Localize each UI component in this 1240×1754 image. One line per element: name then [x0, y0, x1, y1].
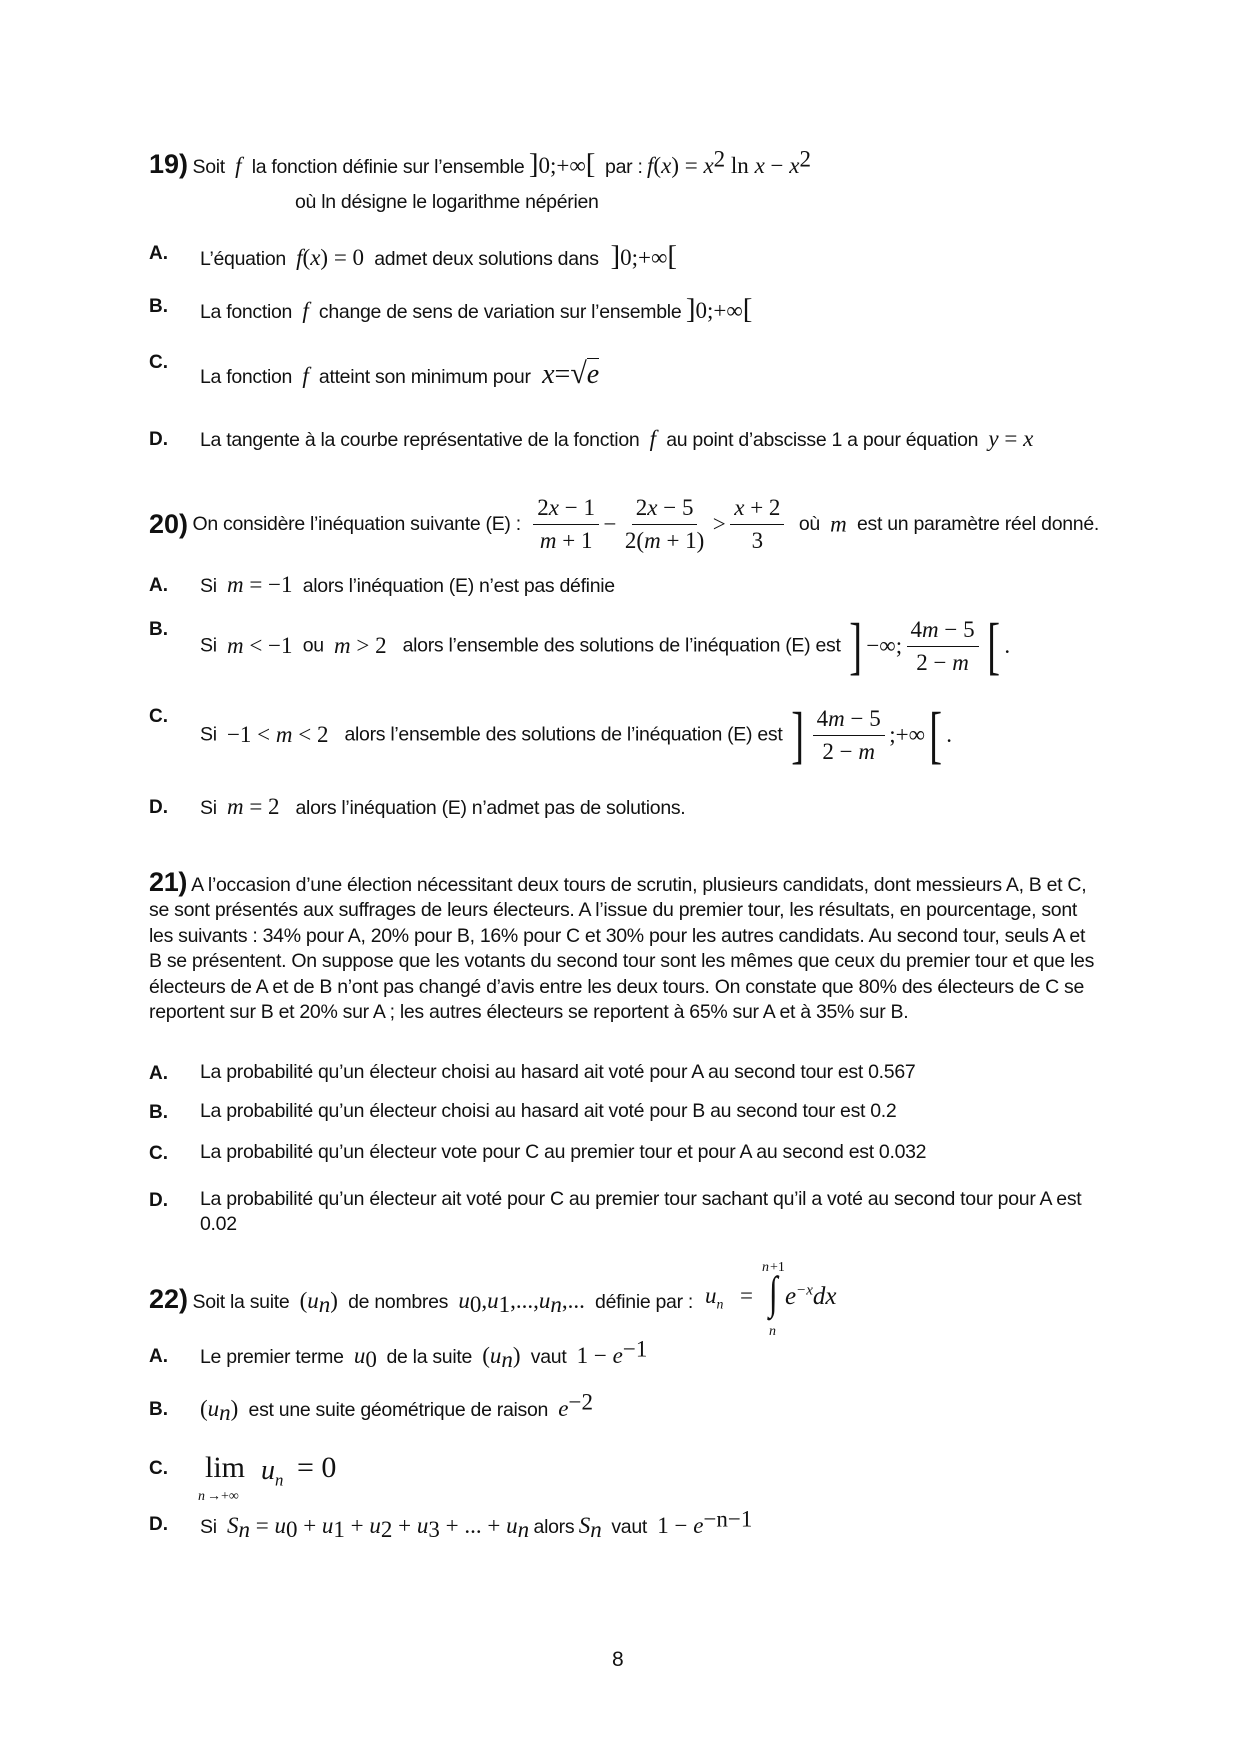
option-label: C. — [149, 1458, 168, 1479]
option-label: D. — [149, 429, 168, 450]
option-label: B. — [149, 296, 168, 317]
option-label: B. — [149, 619, 168, 640]
q20-option-c[interactable]: Si −1 < m < 2 alors l’ensemble des solutions de l’inéquation (E) est ] $\frac{4m - 5}{2 - m}$ ;+∞[ . — [200, 699, 953, 770]
page-number: 8 — [612, 1648, 624, 1671]
option-label: C. — [149, 352, 168, 373]
option-label: A. — [149, 575, 168, 596]
question-20-stem: 20) On considère l’inéquation suivante (E) : $\frac{2x - 1}{m + 1}$ − $\frac{2x - 5}{2(m + 1)}$ > $\frac{x + 2}{3}$ où m est un paramètre réel donné. — [149, 495, 1100, 553]
exam-page: 19) Soit f la fonction définie sur l’ensemble ]0;+∞[ par : $f(x) = x^2$ $\ln x - x^2$ où ln désigne le logarithme népérien A. L’équation f(x) = 0 admet deux solutions dans ]0;+∞[ B. La fonction f change de sens de variation sur l’ensemble ]0;+∞[ C. La fonction f atteint son minimum pour x=√e D. La tangente à la courbe représentative de la fonction f au point d’abscisse 1 a pour équation y = x 20) On considère l’inéquation suivante (E) : $\frac{2x - 1}{m + 1}$ − $\frac{2x - 5}{2(m + 1)}$ > $\frac{x + 2}{3}$ où m est un paramètre réel donné. A. Si m = −1 alors l’inéquation (E) n’est pas définie B. Si m < −1 ou m > 2 alors l’ensemble des solutions de l’inéquation (E) est ] −∞; $\frac{4m - 5}{2 - m}$ [ . C. Si −1 < m < 2 alors l’ensemble des solutions de l’inéquation (E) est ] $\frac{4m - 5}{2 - m}$ ;+∞[ . D. Si m = 2 alors l’inéquation (E) n’admet pas de solutions. 21) A l’occasion d’une élection nécessitant deux tours de scrutin, plusieurs candidats, dont messieurs A, B et C, se sont présentés aux suffrages de leurs électeurs. A l’issue du premier tour, les résultats, en pourcentage, sont les suivants : 34% pour A, 20% pour B, 16% pour C et 30% pour les autres candidats. Au second tour, seuls A et B se présentent. On suppose que les votants du second tour sont les mêmes que ceux du premier tour et que les électeurs de A et de B n’ont pas changé d’avis entre les deux tours. On constate que 80% des électeurs de C se reportent sur B et 20% sur A ; les autres électeurs se reportent à 65% sur A et à 35% sur B. A. La probabilité qu’un électeur choisi au hasard ait voté pour A au second tour est 0.567 B. La probabilité qu’un électeur choisi au hasard ait voté pour B au second tour est 0.2 C. La probabilité qu’un électeur vote pour C au premier tour et pour A au second est 0.032 D. La probabilité qu’un électeur ait voté pour C au premier tour sachant qu’il a voté au second tour pour A est 0.02 22) Soit la suite $(u_n)$ de nombres $u_0,u_1,...,u_n$,... définie par : $u_n$ = n +1 ∫ n $e^{-x}dx$ A. Le premier terme $u_0$ de la suite $(u_n)$ vaut $1 - e^{-1}$ B. $(u_n)$ est une suite géométrique de raison $e^{-2}$ C. lim $u_n$ = 0 n →+∞ D. Si $S_n = u_0 + u_1 + u_2 + u_3$ + ... + $u_n$ alors $S_n$ vaut $1 - e^{-n-1}$ 8 — [149, 146, 1100, 1671]
q19-option-d[interactable]: La tangente à la courbe représentative de la fonction f au point d’abscisse 1 a pour équation y = x — [200, 426, 1034, 451]
q21-option-a[interactable]: La probabilité qu’un électeur choisi au hasard ait voté pour A au second tour est 0.567 — [200, 1061, 916, 1083]
q21-option-d[interactable]: La probabilité qu’un électeur ait voté pour C au premier tour sachant qu’il a voté au second tour pour A est 0.02 — [200, 1188, 1082, 1235]
q22-option-d[interactable]: Si $S_n = u_0 + u_1 + u_2 + u_3$ + ... + $u_n$ alors $S_n$ vaut $1 - e^{-n-1}$ — [200, 1506, 753, 1543]
option-label: B. — [149, 1102, 168, 1123]
q20-option-b[interactable]: Si m < −1 ou m > 2 alors l’ensemble des solutions de l’inéquation (E) est ] −∞; $\frac{4m - 5}{2 - m}$ [ . — [200, 610, 1011, 681]
q19-option-c[interactable]: La fonction f atteint son minimum pour x=√e — [200, 357, 600, 390]
question-19-stem-line2: où ln désigne le logarithme népérien — [295, 191, 599, 213]
option-label: A. — [149, 1063, 168, 1084]
option-label: D. — [149, 1190, 168, 1211]
option-label: B. — [149, 1399, 168, 1420]
q19-option-b[interactable]: La fonction f change de sens de variation sur l’ensemble ]0;+∞[ — [200, 293, 753, 325]
option-label: D. — [149, 1514, 168, 1535]
q21-option-b[interactable]: La probabilité qu’un électeur choisi au hasard ait voté pour B au second tour est 0.2 — [200, 1100, 897, 1122]
question-21-stem: 21) A l’occasion d’une élection nécessitant deux tours de scrutin, plusieurs candidats, dont messieurs A, B et C, se sont présentés aux suffrages de leurs électeurs. A l’issue du premier tour, les résultats, en pourcentage, sont les suivants : 34% pour A, 20% pour B, 16% pour C et 30% pour les autres candidats. Au second tour, seuls A et B se présentent. On suppose que les votants du second tour sont les mêmes que ceux du premier tour et que les électeurs de A et de B n’ont pas changé d’avis entre les deux tours. On constate que 80% des électeurs de C se reportent sur B et 20% sur A ; les autres électeurs se reportent à 65% sur A et à 35% sur B. — [149, 867, 1095, 1024]
option-label: C. — [149, 706, 168, 727]
q22-option-b[interactable]: $(u_n)$ est une suite géométrique de raison $e^{-2}$ — [200, 1389, 593, 1426]
question-19-stem: 19) Soit f la fonction définie sur l’ensemble ]0;+∞[ par : $f(x) = x^2$ $\ln x - x^2$ — [149, 146, 811, 180]
question-number: 21) — [149, 867, 188, 897]
q21-option-c[interactable]: La probabilité qu’un électeur vote pour C au premier tour et pour A au second est 0.032 — [200, 1141, 927, 1163]
option-label: D. — [149, 797, 168, 818]
question-22-stem: 22) Soit la suite $(u_n)$ de nombres $u_0,u_1,...,u_n$,... définie par : — [149, 1284, 694, 1318]
option-label: A. — [149, 1346, 168, 1367]
question-number: 22) — [149, 1284, 189, 1314]
q20-option-d[interactable]: Si m = 2 alors l’inéquation (E) n’admet pas de solutions. — [200, 794, 686, 819]
q20-option-a[interactable]: Si m = −1 alors l’inéquation (E) n’est pas définie — [200, 572, 615, 597]
question-number: 20) — [149, 509, 189, 539]
q22-option-a[interactable]: Le premier terme $u_0$ de la suite $(u_n)$ vaut $1 - e^{-1}$ — [200, 1336, 648, 1373]
q19-option-a[interactable]: L’équation f(x) = 0 admet deux solutions dans ]0;+∞[ — [200, 240, 678, 272]
question-number: 19) — [149, 149, 189, 179]
option-label: A. — [149, 243, 168, 264]
option-label: C. — [149, 1143, 168, 1164]
